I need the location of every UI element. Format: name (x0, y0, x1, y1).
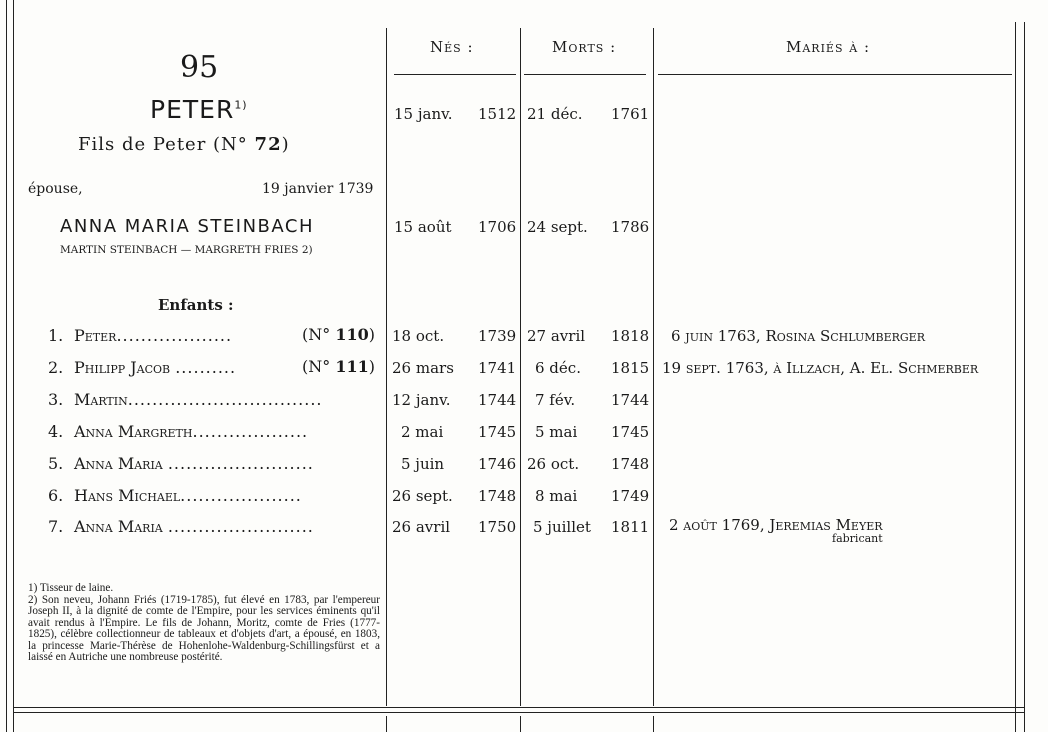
child-index: 6. (48, 486, 64, 505)
person-name-note: 1) (234, 98, 248, 112)
person-died-day: 21 déc. (527, 105, 583, 123)
child-name-text: Peter (74, 326, 117, 345)
child-name-text: Anna Maria (74, 454, 163, 473)
child-ref-suffix: ) (368, 357, 375, 376)
child-died-year: 1815 (611, 359, 650, 377)
child-born-year: 1746 (478, 455, 517, 473)
child-index: 3. (48, 390, 64, 409)
person-name (150, 95, 248, 124)
child-died-day: 27 avril (527, 327, 586, 345)
child-index: 4. (48, 422, 64, 441)
child-died-year: 1744 (611, 391, 650, 409)
child-ref (302, 357, 375, 376)
spouse-born-year: 1706 (478, 218, 517, 236)
child-died-day: 8 mai (535, 487, 578, 505)
child-name (74, 326, 232, 345)
child-died-day: 5 juillet (533, 518, 591, 536)
child-ref-prefix: (N° (302, 325, 331, 344)
child-died-day: 6 déc. (535, 359, 581, 377)
child-born-day: 2 mai (401, 423, 444, 441)
spouse-parents: MARTIN STEINBACH — MARGRETH FRIES 2) (60, 244, 313, 256)
child-died-day: 5 mai (535, 423, 578, 441)
col-divider-1-low (386, 716, 387, 732)
person-parent-suffix: ) (281, 134, 290, 155)
children-title: Enfants : (158, 296, 234, 314)
child-born-day: 26 sept. (392, 487, 453, 505)
child-died-year: 1745 (611, 423, 650, 441)
child-ref-prefix: (N° (302, 357, 331, 376)
child-name-text: Philipp Jacob (74, 358, 171, 377)
child-married: 19 sept. 1763, à Illzach, A. El. Schmerber (662, 359, 979, 377)
footnote-2: 2) Son neveu, Johann Friés (1719-1785), fut élevé en 1783, par l'empereur Joseph II, à la dignité de comte de l'Empire, pour les services éminents qu'il avait rendus à l'Empire. Le fils de Johann, Moritz, comte de Fries (1777-1825), célèbre collectionneur de tableaux et d'objets d'art, a épousé, en 1803, la princesse Marie-Thérèse de Hohenlohe-Waldenburg-Schillingsfürst et a laissé en Autriche une nombreuse postérité. (28, 593, 380, 663)
footnote-1: 1) Tisseur de laine. (28, 582, 114, 594)
child-died-year: 1748 (611, 455, 650, 473)
child-born-day: 12 janv. (392, 391, 451, 409)
child-married-sub: fabricant (832, 532, 883, 545)
col-divider-3-low (653, 716, 654, 732)
child-name-text: Hans Michael (74, 486, 181, 505)
child-died-year: 1749 (611, 487, 650, 505)
marriage-date: 19 janvier 1739 (262, 181, 374, 197)
child-name (74, 454, 314, 473)
child-ref-number: 111 (335, 357, 369, 376)
child-name-text: Anna Margreth (74, 422, 193, 441)
child-index: 7. (48, 517, 64, 536)
child-index: 2. (48, 358, 64, 377)
bottom-rule-2 (13, 712, 1024, 713)
child-ref-number: 110 (335, 325, 369, 344)
child-died-year: 1818 (611, 327, 650, 345)
person-born-year: 1512 (478, 105, 517, 123)
child-died-day: 26 oct. (527, 455, 580, 473)
child-index: 5. (48, 454, 64, 473)
child-dots: .................... (180, 486, 302, 505)
spouse-born-day: 15 août (394, 218, 452, 236)
child-born-year: 1744 (478, 391, 517, 409)
spouse-name: ANNA MARIA STEINBACH (60, 216, 314, 237)
child-born-year: 1739 (478, 327, 517, 345)
child-dots: ................... (192, 422, 309, 441)
person-died-year: 1761 (611, 105, 650, 123)
col-divider-2-low (520, 716, 521, 732)
header-rule-maries (658, 74, 1012, 75)
child-married: 6 juin 1763, Rosina Schlumberger (671, 327, 925, 345)
person-number: 95 (180, 50, 219, 85)
child-born-day: 26 avril (392, 518, 451, 536)
col-divider-1 (386, 28, 387, 706)
col-divider-3 (653, 28, 654, 706)
spouse-died-day: 24 sept. (527, 218, 588, 236)
header-rule-morts (524, 74, 646, 75)
child-name (74, 390, 322, 409)
child-name (74, 517, 314, 536)
person-parent-number: 72 (254, 134, 282, 155)
child-died-day: 7 fév. (535, 391, 576, 409)
frame-right-outer (1024, 22, 1025, 732)
child-dots: ........................ (167, 454, 314, 473)
person-name-text: PETER (150, 95, 235, 124)
child-dots: ................................ (127, 390, 323, 409)
child-born-year: 1750 (478, 518, 517, 536)
header-rule-nes (394, 74, 516, 75)
child-born-year: 1748 (478, 487, 517, 505)
frame-left-outer (6, 0, 7, 732)
spouse-died-year: 1786 (611, 218, 650, 236)
child-died-year: 1811 (611, 518, 650, 536)
person-parent (78, 134, 290, 155)
child-married: 2 août 1769, Jeremias Meyer (669, 516, 883, 534)
frame-left-inner (13, 0, 14, 732)
child-born-year: 1741 (478, 359, 517, 377)
person-born-day: 15 janv. (394, 105, 453, 123)
child-name (74, 358, 236, 377)
col-divider-2 (520, 28, 521, 706)
child-ref-suffix: ) (368, 325, 375, 344)
child-name-text: Martin (74, 390, 128, 409)
child-born-day: 26 mars (392, 359, 454, 377)
child-born-day: 5 juin (401, 455, 445, 473)
child-name (74, 486, 302, 505)
header-maries: Mariés à : (786, 38, 871, 56)
frame-right-inner (1015, 22, 1016, 732)
child-name (74, 422, 308, 441)
person-parent-prefix: Fils de Peter (N° (78, 134, 248, 155)
child-born-year: 1745 (478, 423, 517, 441)
marriage-label: épouse, (28, 181, 83, 197)
child-dots: ................... (116, 326, 233, 345)
bottom-rule-1 (13, 707, 1024, 708)
child-dots: ........................ (167, 517, 314, 536)
child-dots: .......... (175, 358, 237, 377)
header-morts: Morts : (552, 38, 617, 56)
child-ref (302, 325, 375, 344)
child-index: 1. (48, 326, 64, 345)
footnotes (28, 583, 380, 664)
child-born-day: 18 oct. (392, 327, 445, 345)
child-name-text: Anna Maria (74, 517, 163, 536)
header-nes: Nés : (430, 38, 474, 56)
